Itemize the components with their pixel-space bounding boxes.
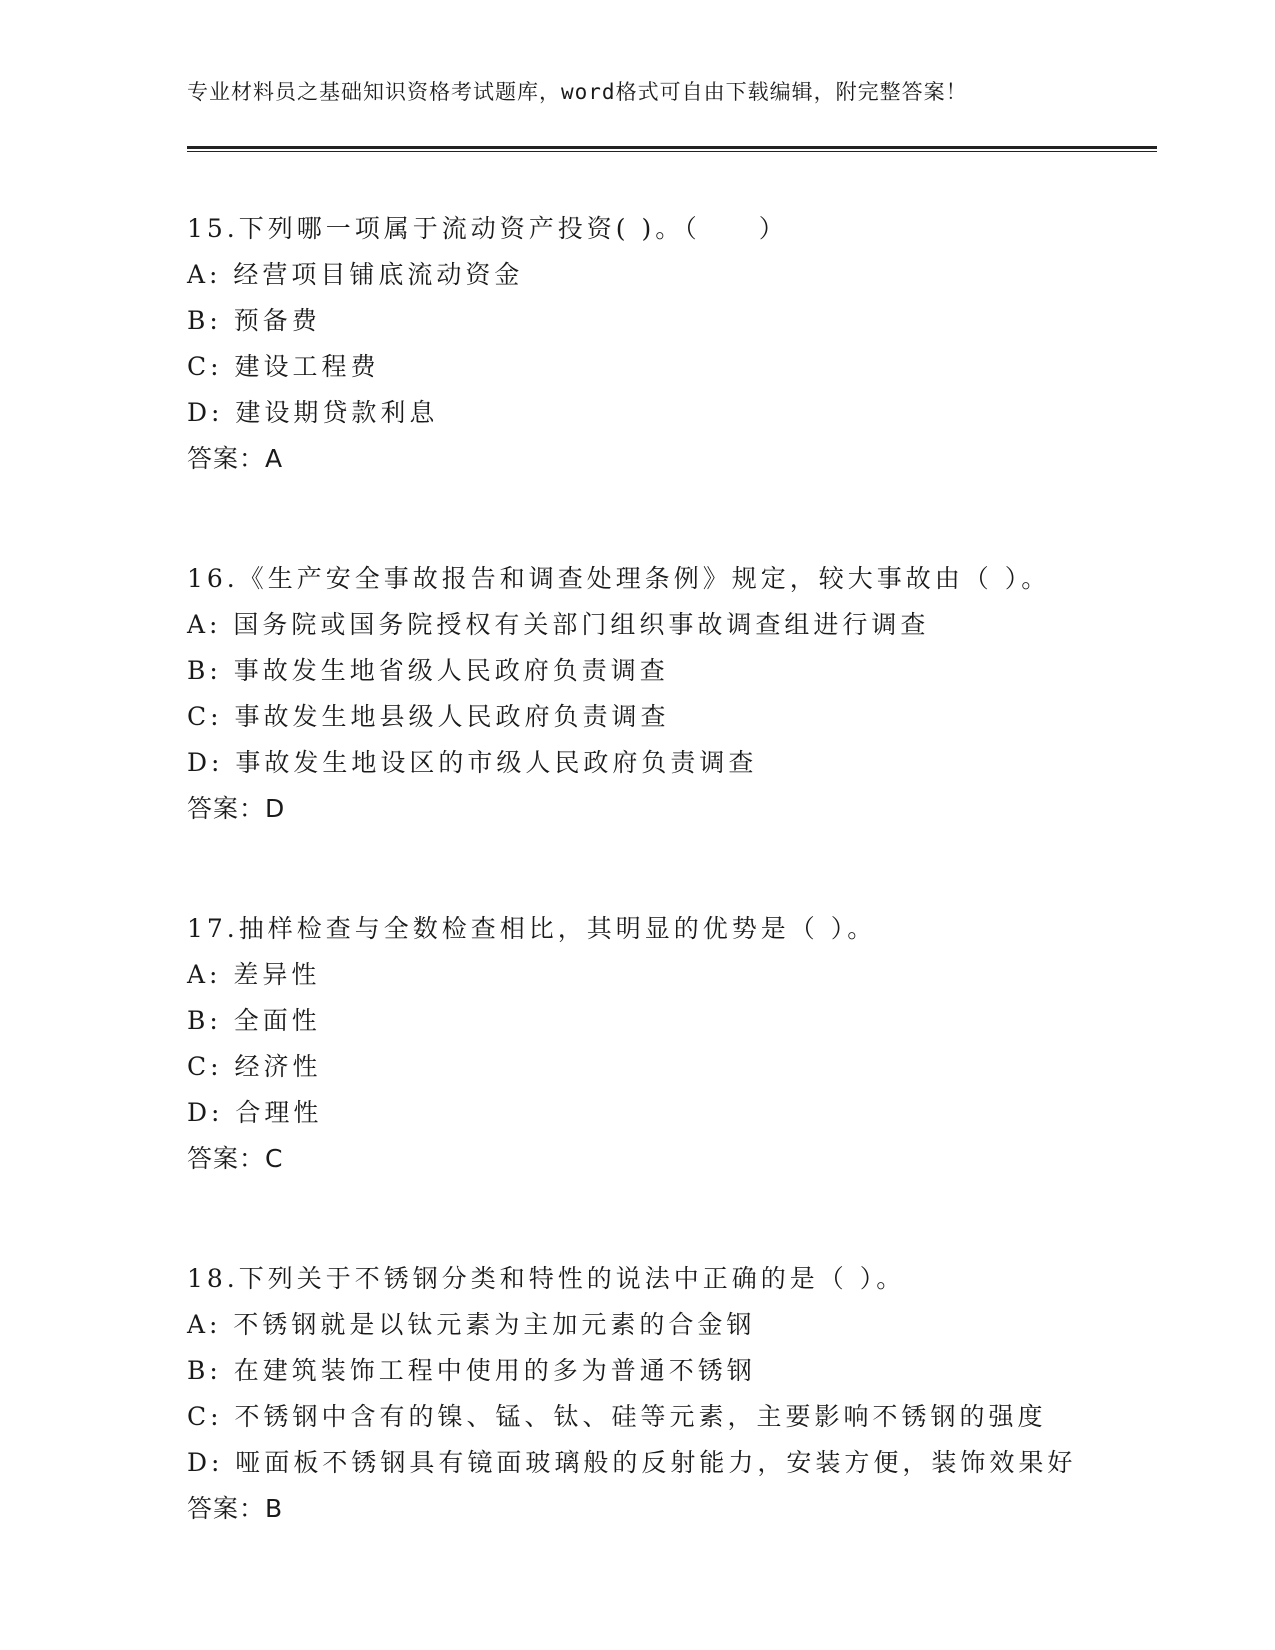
- option-c: C: 事故发生地县级人民政府负责调查: [187, 702, 670, 731]
- option-b: B: 预备费: [187, 306, 321, 335]
- answer-line: 答案：C: [187, 1144, 284, 1173]
- answer-line: 答案：D: [187, 794, 286, 823]
- option-c: C: 不锈钢中含有的镍、锰、钛、硅等元素，主要影响不锈钢的强度: [187, 1402, 1047, 1431]
- option-a: A: 不锈钢就是以钛元素为主加元素的合金钢: [187, 1310, 756, 1339]
- question-stem: 15.下列哪一项属于流动资产投资( )。（ ）: [187, 214, 788, 243]
- option-d: D: 合理性: [187, 1098, 323, 1127]
- option-d: D: 事故发生地设区的市级人民政府负责调查: [187, 748, 758, 777]
- question-16: [187, 556, 1167, 832]
- question-stem: 16.《生产安全事故报告和调查处理条例》规定，较大事故由（ ）。: [187, 564, 1051, 593]
- option-a: A: 经营项目铺底流动资金: [187, 260, 524, 289]
- header-divider-thick: [187, 146, 1157, 149]
- answer-line: 答案：A: [187, 444, 284, 473]
- option-a: A: 差异性: [187, 960, 321, 989]
- option-c: C: 经济性: [187, 1052, 322, 1081]
- option-d: D: 建设期贷款利息: [187, 398, 439, 427]
- question-15: [187, 206, 1167, 482]
- answer-line: 答案：B: [187, 1494, 284, 1523]
- option-b: B: 全面性: [187, 1006, 321, 1035]
- option-c: C: 建设工程费: [187, 352, 380, 381]
- page-header: 专业材料员之基础知识资格考试题库，word格式可自由下载编辑，附完整答案！: [187, 80, 968, 104]
- question-stem: 17.抽样检查与全数检查相比，其明显的优势是（ ）。: [187, 914, 877, 943]
- option-b: B: 事故发生地省级人民政府负责调查: [187, 656, 669, 685]
- option-d: D: 哑面板不锈钢具有镜面玻璃般的反射能力，安装方便，装饰效果好: [187, 1448, 1077, 1477]
- option-b: B: 在建筑装饰工程中使用的多为普通不锈钢: [187, 1356, 756, 1385]
- question-list: [187, 206, 1167, 1606]
- option-a: A: 国务院或国务院授权有关部门组织事故调查组进行调查: [187, 610, 930, 639]
- header-divider-thin: [187, 151, 1157, 152]
- question-stem: 18.下列关于不锈钢分类和特性的说法中正确的是（ ）。: [187, 1264, 906, 1293]
- question-18: [187, 1256, 1167, 1532]
- question-17: [187, 906, 1167, 1182]
